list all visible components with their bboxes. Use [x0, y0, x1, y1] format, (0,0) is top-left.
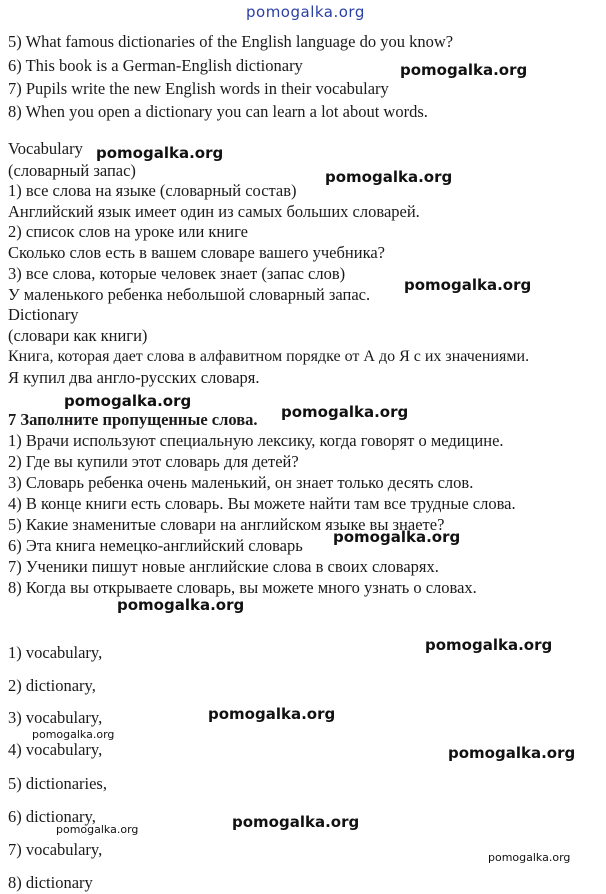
- watermark: pomogalka.org: [117, 596, 245, 614]
- dictionary-item: Книга, которая дает слова в алфавитном порядке от А до Я с их значениями.: [8, 348, 530, 365]
- vocabulary-heading: Vocabulary: [8, 139, 83, 158]
- vocabulary-item: 3) все слова, которые человек знает (запас слов): [8, 264, 346, 283]
- answer-item: 3) vocabulary,: [8, 708, 103, 727]
- watermark: pomogalka.org: [64, 392, 192, 410]
- vocabulary-item: Английский язык имеет один из самых больших словарей.: [8, 202, 420, 221]
- exercise-item: 7) Ученики пишут новые английские слова в своих словарях.: [8, 557, 439, 576]
- dictionary-item: Я купил два англо-русских словаря.: [8, 368, 260, 387]
- exercise-item: 4) В конце книги есть словарь. Вы можете найти там все трудные слова.: [8, 494, 516, 513]
- exercise-item: 3) Словарь ребенка очень маленький, он знает только десять слов.: [8, 473, 474, 492]
- watermark: pomogalka.org: [232, 813, 360, 831]
- answer-item: 1) vocabulary,: [8, 643, 103, 662]
- exercise-item: 2) Где вы купили этот словарь для детей?: [8, 452, 299, 471]
- watermark: pomogalka.org: [404, 276, 532, 294]
- vocabulary-item: У маленького ребенка небольшой словарный запас.: [8, 285, 371, 304]
- watermark: pomogalka.org: [325, 168, 453, 186]
- answer-item: 8) dictionary: [8, 873, 93, 892]
- answer-item: 4) vocabulary,: [8, 740, 103, 759]
- english-sentence: 7) Pupils write the new English words in their vocabulary: [8, 79, 389, 98]
- watermark: pomogalka.org: [208, 705, 336, 723]
- watermark: pomogalka.org: [488, 851, 571, 864]
- exercise-item: 8) Когда вы открываете словарь, вы можете много узнать о словах.: [8, 578, 477, 597]
- watermark: pomogalka.org: [96, 144, 224, 162]
- english-sentence: 8) When you open a dictionary you can learn a lot about words.: [8, 102, 428, 121]
- exercise-item: 5) Какие знаменитые словари на английском языке вы знаете?: [8, 515, 445, 534]
- watermark: pomogalka.org: [400, 61, 528, 79]
- exercise-item: 1) Врачи используют специальную лексику, когда говорят о медицине.: [8, 431, 504, 450]
- dictionary-heading: Dictionary: [8, 305, 79, 324]
- english-sentence: 6) This book is a German-English dictionary: [8, 56, 303, 75]
- watermark: pomogalka.org: [448, 744, 576, 762]
- exercise-item: 6) Эта книга немецко-английский словарь: [8, 536, 303, 555]
- watermark: pomogalka.org: [333, 528, 461, 546]
- watermark: pomogalka.org: [56, 823, 139, 836]
- vocabulary-item: 1) все слова на языке (словарный состав): [8, 181, 297, 200]
- answer-item: 2) dictionary,: [8, 676, 96, 695]
- answer-item: 5) dictionaries,: [8, 774, 107, 793]
- header-watermark: pomogalka.org: [246, 3, 365, 21]
- dictionary-translation: (словари как книги): [8, 326, 148, 345]
- english-sentence: 5) What famous dictionaries of the English language do you know?: [8, 32, 454, 51]
- vocabulary-item: Сколько слов есть в вашем словаре вашего учебника?: [8, 243, 385, 262]
- watermark: pomogalka.org: [425, 636, 553, 654]
- answer-item: 7) vocabulary,: [8, 840, 103, 859]
- watermark: pomogalka.org: [281, 403, 409, 421]
- vocabulary-item: 2) список слов на уроке или книге: [8, 222, 248, 241]
- watermark: pomogalka.org: [32, 728, 115, 741]
- answer-item: 6) dictionary,: [8, 807, 96, 826]
- vocabulary-translation: (словарный запас): [8, 161, 136, 180]
- exercise-heading: 7 Заполните пропущенные слова.: [8, 410, 258, 429]
